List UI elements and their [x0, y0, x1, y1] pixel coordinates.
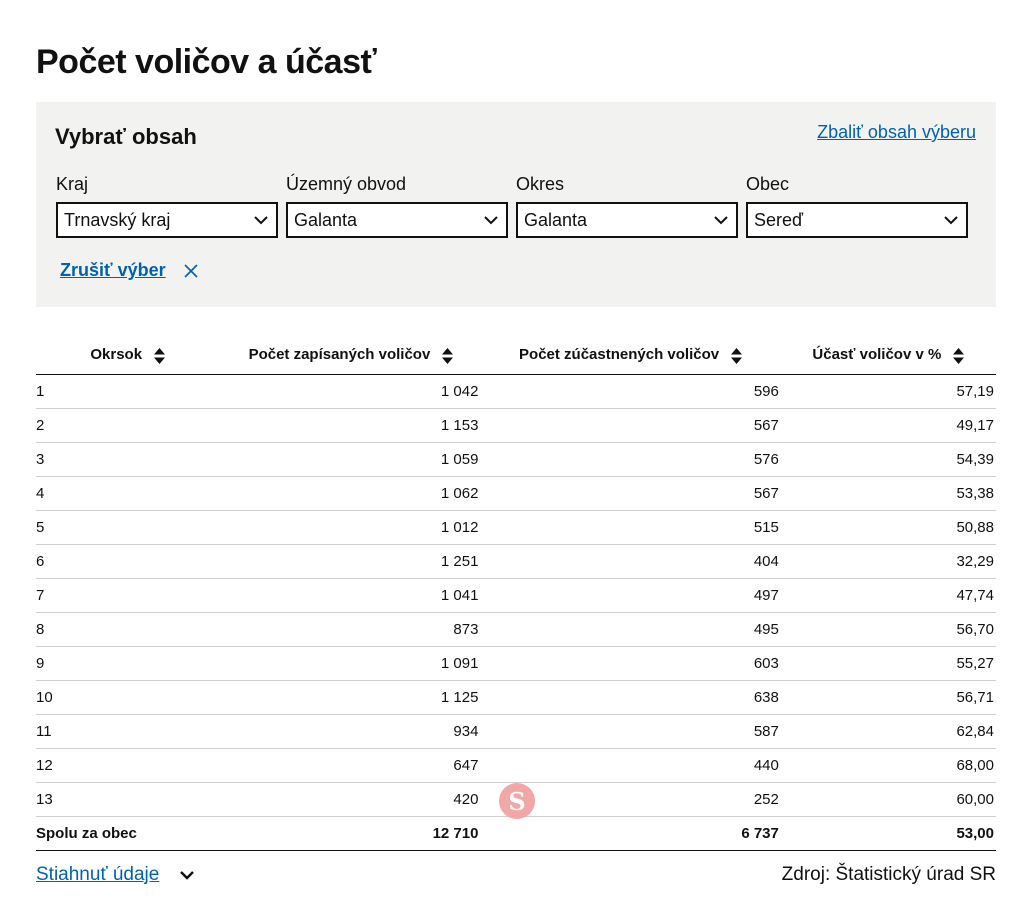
download-data-button[interactable]: [36, 864, 195, 886]
cell-turnout: 50,88: [781, 511, 996, 545]
sort-arrows-icon: [731, 348, 742, 364]
cell-turnout: 54,39: [781, 443, 996, 477]
close-icon: [184, 264, 198, 278]
chevron-down-icon: [714, 213, 728, 227]
cell-registered: 1 251: [222, 545, 481, 579]
cell-participated: 495: [480, 613, 780, 647]
cell-okrsok: 10: [36, 681, 222, 715]
filter-kraj: [56, 172, 278, 238]
filter-obvod: [286, 172, 508, 238]
cell-turnout: 68,00: [781, 749, 996, 783]
cell-participated: 567: [480, 477, 780, 511]
clear-selection-button[interactable]: [60, 260, 198, 281]
header-okrsok[interactable]: [36, 336, 222, 375]
obec-label: Obec: [746, 174, 790, 194]
cell-participated: 252: [480, 783, 780, 817]
cell-registered: 1 059: [222, 443, 481, 477]
cell-registered: 1 091: [222, 647, 481, 681]
cell-participated: 404: [480, 545, 780, 579]
cell-turnout: 62,84: [781, 715, 996, 749]
obvod-value: Galanta: [294, 209, 358, 230]
table-row: [36, 409, 996, 443]
cell-okrsok: 3: [36, 443, 222, 477]
cell-okrsok: 6: [36, 545, 222, 579]
header-label: Účasť voličov v %: [812, 346, 942, 364]
table-row: [36, 749, 996, 783]
cell-turnout: 53,38: [781, 477, 996, 511]
kraj-label: Kraj: [56, 174, 89, 194]
cell-okrsok: 4: [36, 477, 222, 511]
cell-participated: 596: [480, 375, 780, 409]
obec-value: Sereď: [754, 209, 804, 230]
cell-okrsok: 9: [36, 647, 222, 681]
cell-registered: 647: [222, 749, 481, 783]
header-registered[interactable]: [222, 336, 481, 375]
table-row: [36, 579, 996, 613]
cell-okrsok: 1: [36, 375, 222, 409]
obvod-label: Územný obvod: [286, 174, 407, 194]
filter-panel: [36, 102, 996, 307]
okres-select[interactable]: [516, 202, 738, 238]
table-row: [36, 477, 996, 511]
cell-turnout: 49,17: [781, 409, 996, 443]
cell-participated: 587: [480, 715, 780, 749]
cell-okrsok: 7: [36, 579, 222, 613]
table-row: [36, 715, 996, 749]
cell-participated: 515: [480, 511, 780, 545]
cell-registered: 1 041: [222, 579, 481, 613]
cell-turnout: 60,00: [781, 783, 996, 817]
cell-registered: 1 153: [222, 409, 481, 443]
total-row: [36, 817, 996, 851]
okres-value: Galanta: [524, 209, 588, 230]
cell-okrsok: 11: [36, 715, 222, 749]
header-label: Počet zapísaných voličov: [248, 346, 431, 364]
cell-turnout: 55,27: [781, 647, 996, 681]
obvod-select[interactable]: [286, 202, 508, 238]
filter-okres: [516, 172, 738, 238]
cell-participated: 638: [480, 681, 780, 715]
cell-okrsok: 5: [36, 511, 222, 545]
header-turnout[interactable]: [781, 336, 996, 375]
page-title: Počet voličov a účasť: [36, 43, 377, 81]
kraj-select[interactable]: [56, 202, 278, 238]
okres-label: Okres: [516, 174, 565, 194]
chevron-down-icon: [254, 213, 268, 227]
chevron-down-icon: [944, 213, 958, 227]
kraj-value: Trnavský kraj: [64, 209, 171, 230]
chevron-down-icon: [484, 213, 498, 227]
cell-registered: 1 012: [222, 511, 481, 545]
cell-participated: 603: [480, 647, 780, 681]
total-label: Spolu za obec: [36, 817, 222, 851]
cell-okrsok: 8: [36, 613, 222, 647]
sort-arrows-icon: [953, 348, 964, 364]
panel-title: Vybrať obsah: [55, 124, 197, 149]
cell-registered: 1 125: [222, 681, 481, 715]
cell-okrsok: 2: [36, 409, 222, 443]
cell-turnout: 47,74: [781, 579, 996, 613]
cell-turnout: 56,70: [781, 613, 996, 647]
cell-registered: 420: [222, 783, 481, 817]
cell-registered: 873: [222, 613, 481, 647]
cell-turnout: 57,19: [781, 375, 996, 409]
cell-registered: 1 042: [222, 375, 481, 409]
table-row: [36, 511, 996, 545]
cell-participated: 576: [480, 443, 780, 477]
table-header-row: [36, 336, 996, 375]
cell-okrsok: 13: [36, 783, 222, 817]
table-row: [36, 681, 996, 715]
filter-obec: [746, 172, 968, 238]
obec-select[interactable]: [746, 202, 968, 238]
cell-turnout: 56,71: [781, 681, 996, 715]
header-label: Okrsok: [90, 346, 143, 364]
header-participated[interactable]: [480, 336, 780, 375]
cell-registered: 1 062: [222, 477, 481, 511]
table-row: [36, 647, 996, 681]
total-registered: 12 710: [222, 817, 481, 851]
sort-arrows-icon: [442, 348, 453, 364]
total-turnout: 53,00: [781, 817, 996, 851]
table-row: [36, 375, 996, 409]
collapse-selection-link[interactable]: Zbaliť obsah výberu: [817, 122, 976, 142]
header-label: Počet zúčastnených voličov: [519, 346, 720, 364]
cell-participated: 497: [480, 579, 780, 613]
logo-icon: S: [499, 783, 535, 819]
cell-participated: 567: [480, 409, 780, 443]
cell-turnout: 32,29: [781, 545, 996, 579]
chevron-down-icon: [179, 867, 195, 883]
source-text: Zdroj: Štatistický úrad SR: [781, 864, 996, 885]
table-row: [36, 443, 996, 477]
table-row: [36, 613, 996, 647]
sort-arrows-icon: [154, 348, 165, 364]
clear-selection-label: Zrušiť výber: [60, 260, 166, 280]
table-row: [36, 545, 996, 579]
cell-participated: 440: [480, 749, 780, 783]
cell-registered: 934: [222, 715, 481, 749]
cell-okrsok: 12: [36, 749, 222, 783]
total-participated: 6 737: [480, 817, 780, 851]
results-table: [36, 336, 996, 851]
download-label: Stiahnuť údaje: [36, 864, 160, 885]
